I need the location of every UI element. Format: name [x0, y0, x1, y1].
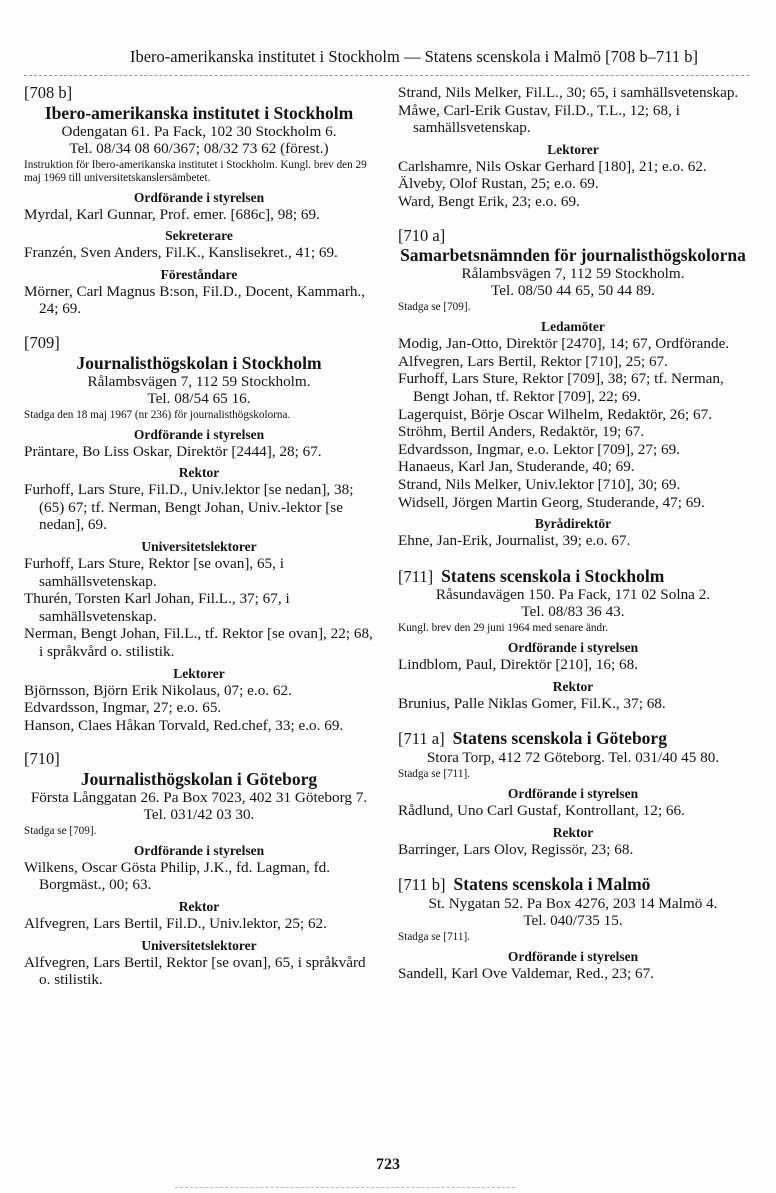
person-entry: Mörner, Carl Magnus B:son, Fil.D., Docent, Kammarh., 24; 69. — [24, 282, 366, 318]
statute-note: Stadga se [709]. — [398, 301, 471, 314]
person-entry: Strand, Nils Melker, Fil.L., 30; 65, i samhällsvetenskap. — [398, 84, 739, 101]
section-number: [710] — [24, 749, 60, 769]
address-line: Råsundavägen 150. Pa Fack, 171 02 Solna 2. — [435, 586, 711, 604]
person-entry: Edvardsson, Ingmar, e.o. Lektor [709], 27; 69. — [398, 440, 680, 458]
role-heading: Lektorer — [547, 141, 599, 157]
page-number: 723 — [376, 1156, 400, 1173]
person-entry: Älveby, Olof Rustan, 25; e.o. 69. — [398, 175, 599, 193]
section-number: [710 a] — [398, 225, 446, 245]
address-line: Rålambsvägen 7, 112 59 Stockholm. — [461, 265, 685, 283]
person-entry: Furhoff, Lars Sture, Fil.D., Univ.lektor [se nedan], 38; (65) 67; tf. Nerman, Bengt Johan, Univ.-lektor [se nedan], 69. — [24, 481, 354, 534]
role-heading: Rektor — [178, 899, 220, 915]
section — [24, 750, 374, 989]
role-heading: Ordförande i styrelsen — [507, 948, 639, 964]
role-heading: Sekreterare — [165, 228, 233, 244]
person-entry: Alfvegren, Lars Bertil, Rektor [se ovan], 65, i språkvård o. stilistik. — [24, 953, 366, 989]
header-rule — [24, 75, 749, 76]
person-entry: Måwe, Carl-Erik Gustav, Fil.D., T.L., 12; 68, i samhällsvetenskap. — [398, 101, 680, 137]
person-entry: Modig, Jan-Otto, Direktör [2470], 14; 67, Ordförande. — [398, 335, 730, 353]
person-entry: Hanson, Claes Håkan Torvald, Red.chef, 33; e.o. 69. — [24, 716, 344, 734]
section — [398, 566, 748, 713]
role-heading: Föreståndare — [160, 266, 238, 282]
statute-note: Stadga se [711]. — [398, 930, 470, 943]
section — [398, 227, 748, 550]
role-heading: Ordförande i styrelsen — [133, 842, 265, 858]
person-entry: Alfvegren, Lars Bertil, Rektor [710], 25; 67. — [398, 352, 668, 370]
address-line: St. Nygatan 52. Pa Box 4276, 203 14 Malmö 4. — [428, 894, 718, 912]
role-heading: Ledamöter — [541, 319, 605, 335]
section — [398, 84, 748, 211]
statute-note: Instruktion för Ibero-amerikanska institutet i Stockholm. Kungl. brev den 29 maj 1969 till universitetskanslersämbetet. — [24, 158, 367, 184]
person-entry: Edvardsson, Ingmar, 27; e.o. 65. — [24, 699, 222, 717]
section — [398, 728, 748, 858]
person-entry: Nerman, Bengt Johan, Fil.L., tf. Rektor [se ovan], 22; 68, i språkvård o. stilistik. — [24, 625, 373, 660]
section-number: [709] — [24, 332, 60, 352]
role-heading: Ordförande i styrelsen — [133, 426, 265, 442]
role-heading: Byrådirektör — [534, 516, 612, 532]
role-heading: Universitetslektorer — [141, 538, 257, 554]
running-header: Ibero-amerikanska institutet i Stockholm — Statens scenskola i Malmö [708 b–711 b] — [129, 47, 699, 66]
person-entry: Strand, Nils Melker, Univ.lektor [710], 30; 69. — [398, 475, 681, 493]
person-entry: Brunius, Palle Niklas Gomer, Fil.K., 37; 68. — [398, 694, 666, 712]
person-entry: Ward, Bengt Erik, 23; e.o. 69. — [398, 192, 580, 210]
section-title: Statens scenskola i Malmö — [453, 874, 651, 895]
person-entry: Furhoff, Lars Sture, Rektor [709], 38; 67; tf. Nerman, Bengt Johan, tf. Rektor [709], 22; 69. — [398, 370, 724, 405]
address-line: Tel. 08/34 08 60/367; 08/32 73 62 (förest.) — [69, 139, 329, 157]
address-line: Tel. 08/83 36 43. — [521, 603, 625, 621]
section-number: [711 b] — [398, 875, 446, 895]
section-title: Statens scenskola i Stockholm — [441, 565, 665, 586]
right-column — [398, 84, 748, 982]
statute-note: Kungl. brev den 29 juni 1964 med senare ändr. — [398, 622, 609, 635]
person-entry: Furhoff, Lars Sture, Rektor [se ovan], 65, i samhällsvetenskap. — [24, 554, 284, 590]
address-line: Rålambsvägen 7, 112 59 Stockholm. — [87, 372, 311, 390]
footer-mark — [175, 1187, 515, 1188]
person-entry: Björnsson, Björn Erik Nikolaus, 07; e.o. 62. — [24, 681, 292, 699]
section-number: [711 a] — [398, 729, 445, 749]
address-line: Stora Torp, 412 72 Göteborg. Tel. 031/40 45 80. — [426, 749, 720, 767]
statute-note: Stadga se [711]. — [398, 768, 470, 781]
role-heading: Rektor — [552, 824, 594, 840]
person-entry: Wilkens, Oscar Gösta Philip, J.K., fd. Lagman, fd. Borgmäst., 00; 63. — [24, 858, 331, 894]
role-heading: Lektorer — [173, 665, 225, 681]
left-column — [24, 84, 374, 989]
address-line: Tel. 08/50 44 65, 50 44 89. — [491, 282, 655, 300]
role-heading: Universitetslektorer — [141, 937, 257, 953]
section-title: Samarbetsnämnden för journalisthögskolorna — [400, 245, 746, 266]
role-heading: Ordförande i styrelsen — [507, 786, 639, 802]
role-heading: Rektor — [552, 678, 594, 694]
address-line: Odengatan 61. Pa Fack, 102 30 Stockholm 6. — [61, 122, 337, 140]
person-entry: Ströhm, Bertil Anders, Redaktör, 19; 67. — [398, 423, 645, 441]
person-entry: Sandell, Karl Ove Valdemar, Red., 23; 67. — [398, 964, 654, 982]
person-entry: Hanaeus, Karl Jan, Studerande, 40; 69. — [398, 458, 635, 476]
section-title: Statens scenskola i Göteborg — [452, 728, 667, 749]
statute-note: Stadga den 18 maj 1967 (nr 236) för journalisthögskolorna. — [24, 408, 291, 421]
role-heading: Ordförande i styrelsen — [133, 189, 265, 205]
section-title: Journalisthögskolan i Stockholm — [76, 352, 322, 373]
section-title: Journalisthögskolan i Göteborg — [80, 768, 318, 789]
role-heading: Ordförande i styrelsen — [507, 640, 639, 656]
address-line: Tel. 040/735 15. — [523, 911, 623, 929]
section-number: [711] — [398, 566, 434, 586]
person-entry: Alfvegren, Lars Bertil, Fil.D., Univ.lektor, 25; 62. — [24, 915, 327, 933]
section — [24, 84, 374, 318]
person-entry: Lindblom, Paul, Direktör [210], 16; 68. — [398, 656, 639, 674]
person-entry: Lagerquist, Börje Oscar Wilhelm, Redaktör, 26; 67. — [398, 405, 712, 423]
address-line: Tel. 08/54 65 16. — [147, 389, 251, 407]
person-entry: Rådlund, Uno Carl Gustaf, Kontrollant, 12; 66. — [398, 802, 685, 820]
section — [24, 334, 374, 734]
address-line: Första Långgatan 26. Pa Box 7023, 402 31 Göteborg 7. Tel. 031/42 03 30. — [30, 788, 368, 823]
person-entry: Präntare, Bo Liss Oskar, Direktör [2444], 28; 67. — [24, 442, 322, 460]
person-entry: Ehne, Jan-Erik, Journalist, 39; e.o. 67. — [398, 532, 631, 550]
person-entry: Carlshamre, Nils Oskar Gerhard [180], 21; e.o. 62. — [398, 157, 707, 175]
person-entry: Widsell, Jörgen Martin Georg, Studerande, 47; 69. — [398, 493, 705, 511]
role-heading: Rektor — [178, 465, 220, 481]
section-number: [708 b] — [24, 83, 73, 102]
section — [398, 874, 748, 982]
section-title: Ibero-amerikanska institutet i Stockholm — [44, 102, 354, 123]
person-entry: Barringer, Lars Olov, Regissör, 23; 68. — [398, 840, 634, 858]
person-entry: Franzén, Sven Anders, Fil.K., Kanslisekret., 41; 69. — [24, 244, 338, 262]
person-entry: Myrdal, Karl Gunnar, Prof. emer. [686c], 98; 69. — [24, 205, 320, 223]
statute-note: Stadga se [709]. — [24, 824, 97, 837]
person-entry: Thurén, Torsten Karl Johan, Fil.L., 37; 67, i samhällsvetenskap. — [24, 590, 290, 625]
